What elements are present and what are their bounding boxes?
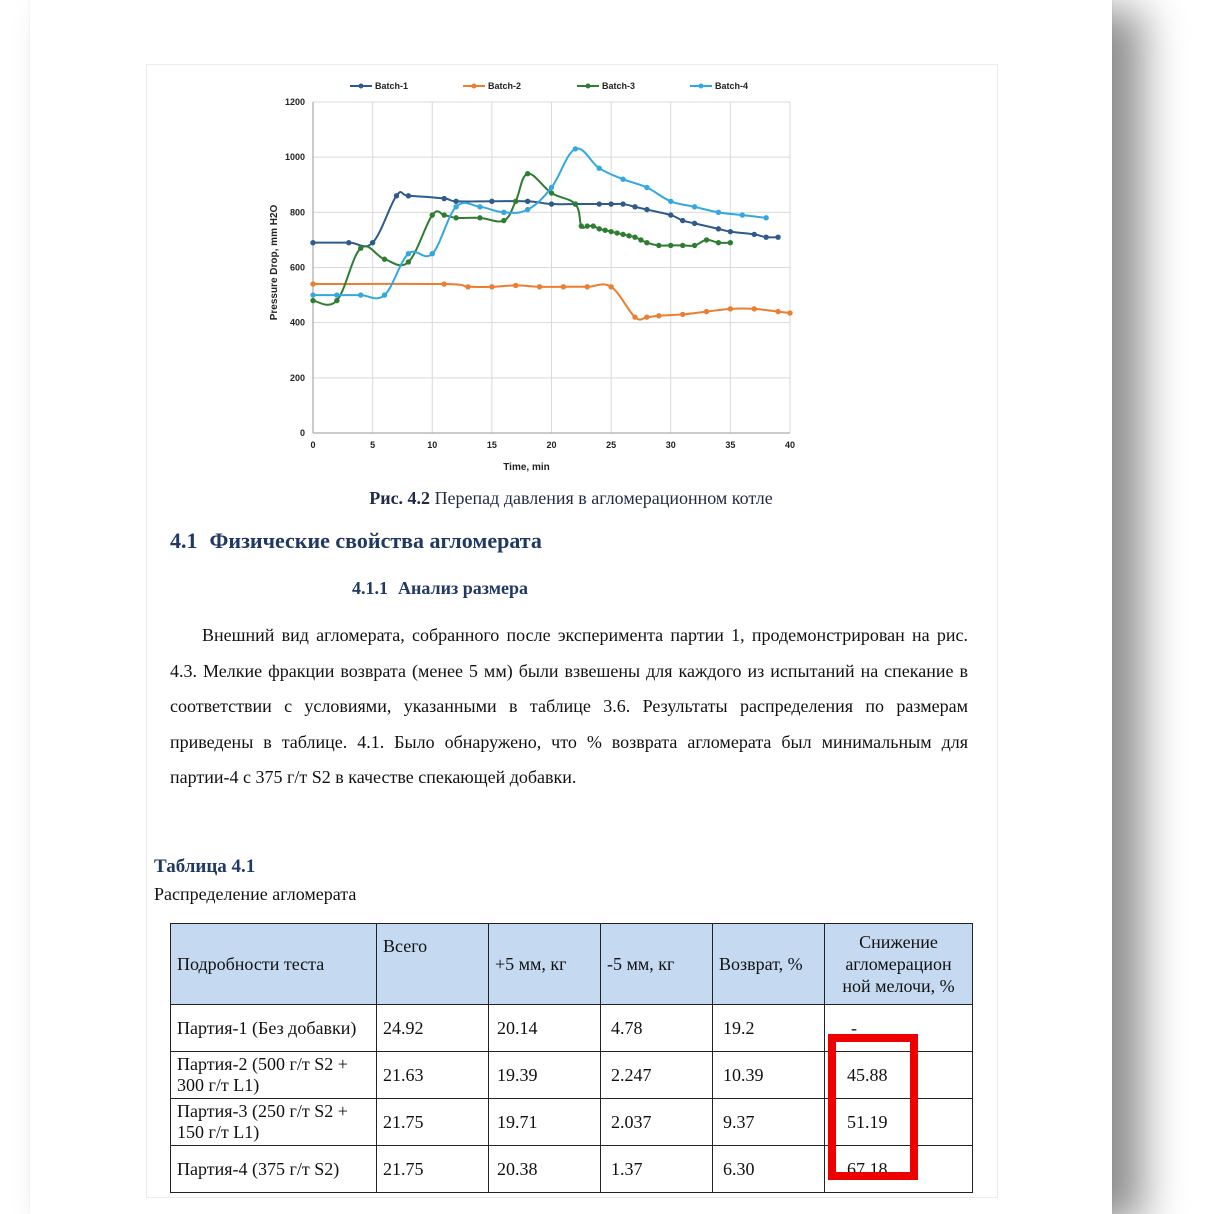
data-point bbox=[382, 257, 387, 262]
data-point bbox=[728, 240, 733, 245]
x-tick-label: 15 bbox=[486, 440, 497, 450]
y-tick-label: 200 bbox=[289, 372, 305, 383]
header-return: Возврат, % bbox=[713, 924, 825, 1005]
cell-plus5: 20.14 bbox=[489, 1005, 601, 1052]
data-point bbox=[477, 215, 482, 220]
cell-total: 24.92 bbox=[377, 1005, 489, 1052]
data-point bbox=[561, 284, 566, 289]
data-point bbox=[430, 212, 435, 217]
cell-reduction: - bbox=[825, 1005, 973, 1052]
chart-grid bbox=[313, 102, 790, 433]
data-point bbox=[334, 298, 339, 303]
y-tick-label: 0 bbox=[299, 428, 305, 438]
table-subtitle: Распределение агломерата bbox=[154, 884, 357, 904]
data-point bbox=[614, 230, 619, 235]
data-point bbox=[608, 229, 613, 234]
data-point bbox=[597, 166, 602, 171]
data-point bbox=[716, 210, 721, 215]
data-point bbox=[394, 193, 399, 198]
body-paragraph: Внешний вид агломерата, собранного после эксперимента партии 1, продемонстрирован на рис. 4.3. Мелкие фракции возврата (менее 5 мм) были взвешены для каждого из испытаний на спекание в соответствии с условиями, указанными в таблице 3.6. Результаты распределения по размерам приведены в таблице. 4.1. Было обнаружено, что % возврата агломерата был минимальным для партии-4 с 375 г/т S2 в качестве спекающей добавки. bbox=[170, 625, 968, 788]
cell-reduction: 67.18 bbox=[825, 1146, 973, 1193]
header-test-details: Подробности теста bbox=[171, 924, 377, 1005]
data-point bbox=[310, 292, 315, 297]
data-point bbox=[579, 223, 584, 228]
data-point bbox=[597, 201, 602, 206]
data-point bbox=[370, 240, 375, 245]
cell-minus5: 4.78 bbox=[601, 1005, 713, 1052]
legend-label: Batch-3 bbox=[602, 81, 636, 91]
data-point bbox=[692, 204, 697, 209]
figure-caption bbox=[146, 488, 996, 509]
cell-total: 21.63 bbox=[377, 1052, 489, 1099]
data-point bbox=[549, 185, 554, 190]
data-point bbox=[692, 221, 697, 226]
data-point bbox=[585, 284, 590, 289]
cell-return: 19.2 bbox=[713, 1005, 825, 1052]
data-point bbox=[477, 204, 482, 209]
data-point bbox=[638, 237, 643, 242]
x-tick-label: 25 bbox=[606, 440, 617, 450]
cell-test: Партия-4 (375 г/т S2) bbox=[171, 1146, 377, 1193]
cell-reduction: 45.88 bbox=[825, 1052, 973, 1099]
data-point bbox=[310, 281, 315, 286]
data-point bbox=[441, 212, 446, 217]
cell-total: 21.75 bbox=[377, 1099, 489, 1146]
data-point bbox=[787, 310, 792, 315]
table-header-row bbox=[171, 924, 973, 1005]
data-point bbox=[644, 207, 649, 212]
data-point bbox=[441, 196, 446, 201]
x-tick-label: 30 bbox=[665, 440, 676, 450]
data-point bbox=[644, 240, 649, 245]
data-point bbox=[728, 229, 733, 234]
data-point bbox=[620, 201, 625, 206]
data-point bbox=[692, 243, 697, 248]
subsection-number: 4.1.1 bbox=[352, 578, 388, 598]
data-point bbox=[358, 245, 363, 250]
data-point bbox=[334, 292, 339, 297]
data-point bbox=[752, 232, 757, 237]
data-point bbox=[573, 201, 578, 206]
data-point bbox=[680, 312, 685, 317]
series-batch-4 bbox=[310, 146, 769, 298]
section-heading bbox=[170, 528, 542, 554]
cell-return: 9.37 bbox=[713, 1099, 825, 1146]
y-tick-label: 1000 bbox=[284, 152, 305, 163]
subsection-heading bbox=[352, 578, 528, 599]
x-tick-label: 10 bbox=[427, 440, 438, 450]
cell-test: Партия-3 (250 г/т S2 + 150 г/т L1) bbox=[171, 1099, 377, 1146]
cell-minus5: 2.037 bbox=[601, 1099, 713, 1146]
legend-label: Batch-1 bbox=[375, 81, 409, 91]
data-point bbox=[537, 284, 542, 289]
data-point bbox=[489, 284, 494, 289]
section-number: 4.1 bbox=[170, 528, 198, 553]
pressure-drop-chart bbox=[260, 72, 800, 482]
data-point bbox=[680, 218, 685, 223]
data-point bbox=[489, 199, 494, 204]
data-point bbox=[406, 259, 411, 264]
x-tick-label: 5 bbox=[370, 440, 376, 450]
data-point bbox=[453, 199, 458, 204]
data-point bbox=[704, 309, 709, 314]
data-point bbox=[573, 146, 578, 151]
data-point bbox=[620, 177, 625, 182]
data-point bbox=[608, 201, 613, 206]
data-point bbox=[382, 292, 387, 297]
data-point bbox=[525, 199, 530, 204]
legend-swatch-marker bbox=[586, 84, 591, 89]
section-title: Физические свойства агломерата bbox=[209, 528, 542, 553]
cell-return: 6.30 bbox=[713, 1146, 825, 1193]
table-title: Таблица 4.1 bbox=[154, 856, 256, 877]
data-point bbox=[752, 306, 757, 311]
x-tick-label: 0 bbox=[310, 440, 316, 450]
legend-swatch-marker bbox=[472, 84, 477, 89]
y-tick-label: 1200 bbox=[284, 97, 305, 107]
cell-plus5: 19.71 bbox=[489, 1099, 601, 1146]
data-point bbox=[453, 215, 458, 220]
data-point bbox=[632, 234, 637, 239]
cell-reduction: 51.19 bbox=[825, 1099, 973, 1146]
data-point bbox=[406, 251, 411, 256]
data-point bbox=[763, 215, 768, 220]
data-point bbox=[656, 313, 661, 318]
header-plus5: +5 мм, кг bbox=[489, 924, 601, 1005]
y-axis-title: Pressure Drop, mm H2O bbox=[269, 204, 280, 321]
data-point bbox=[644, 185, 649, 190]
data-point bbox=[310, 298, 315, 303]
data-point bbox=[591, 223, 596, 228]
data-point bbox=[644, 314, 649, 319]
header-minus5: -5 мм, кг bbox=[601, 924, 713, 1005]
subsection-title: Анализ размера bbox=[398, 578, 528, 598]
data-point bbox=[406, 193, 411, 198]
data-point bbox=[620, 232, 625, 237]
y-tick-label: 800 bbox=[289, 207, 305, 218]
data-point bbox=[608, 284, 613, 289]
header-total: Всего bbox=[377, 924, 489, 1005]
data-point bbox=[513, 199, 518, 204]
y-tick-label: 600 bbox=[289, 262, 305, 273]
data-point bbox=[632, 204, 637, 209]
data-point bbox=[704, 237, 709, 242]
data-point bbox=[549, 201, 554, 206]
data-point bbox=[668, 212, 673, 217]
cell-test: Партия-1 (Без добавки) bbox=[171, 1005, 377, 1052]
y-tick-label: 400 bbox=[289, 317, 305, 328]
data-point bbox=[525, 171, 530, 176]
data-point bbox=[656, 243, 661, 248]
data-point bbox=[775, 234, 780, 239]
data-point bbox=[525, 207, 530, 212]
highlight-box bbox=[828, 1034, 918, 1180]
legend-swatch-marker bbox=[699, 84, 704, 89]
cell-minus5: 1.37 bbox=[601, 1146, 713, 1193]
x-tick-label: 20 bbox=[546, 440, 557, 450]
data-point bbox=[465, 284, 470, 289]
data-point bbox=[668, 243, 673, 248]
data-point bbox=[501, 210, 506, 215]
figure-caption-prefix: Рис. 4.2 bbox=[369, 488, 431, 508]
series-batch-1 bbox=[310, 192, 780, 247]
data-point bbox=[740, 212, 745, 217]
x-tick-label: 35 bbox=[725, 440, 736, 450]
header-fines-reduction: Снижение агломерацион ной мелочи, % bbox=[825, 924, 973, 1005]
data-point bbox=[346, 240, 351, 245]
data-point bbox=[632, 314, 637, 319]
figure-caption-text: Перепад давления в агломерационном котле bbox=[434, 488, 773, 508]
data-point bbox=[310, 240, 315, 245]
data-point bbox=[453, 204, 458, 209]
data-point bbox=[728, 306, 733, 311]
data-point bbox=[585, 223, 590, 228]
data-point bbox=[441, 281, 446, 286]
chart-axes bbox=[269, 97, 795, 473]
cell-return: 10.39 bbox=[713, 1052, 825, 1099]
data-point bbox=[775, 309, 780, 314]
data-point bbox=[680, 243, 685, 248]
data-point bbox=[716, 226, 721, 231]
x-tick-label: 40 bbox=[784, 440, 796, 450]
cell-test: Партия-2 (500 г/т S2 + 300 г/т L1) bbox=[171, 1052, 377, 1099]
cell-plus5: 20.38 bbox=[489, 1146, 601, 1193]
data-point bbox=[626, 233, 631, 238]
data-point bbox=[501, 218, 506, 223]
legend-label: Batch-2 bbox=[488, 81, 522, 91]
data-point bbox=[763, 234, 768, 239]
cell-total: 21.75 bbox=[377, 1146, 489, 1193]
legend-label: Batch-4 bbox=[715, 81, 749, 91]
cell-plus5: 19.39 bbox=[489, 1052, 601, 1099]
data-point bbox=[602, 228, 607, 233]
data-point bbox=[513, 283, 518, 288]
legend-swatch-marker bbox=[359, 84, 364, 89]
data-point bbox=[597, 226, 602, 231]
data-point bbox=[716, 240, 721, 245]
data-point bbox=[358, 292, 363, 297]
chart-legend bbox=[350, 81, 748, 91]
x-axis-title: Time, min bbox=[503, 462, 550, 473]
data-point bbox=[668, 199, 673, 204]
cell-minus5: 2.247 bbox=[601, 1052, 713, 1099]
data-point bbox=[430, 251, 435, 256]
